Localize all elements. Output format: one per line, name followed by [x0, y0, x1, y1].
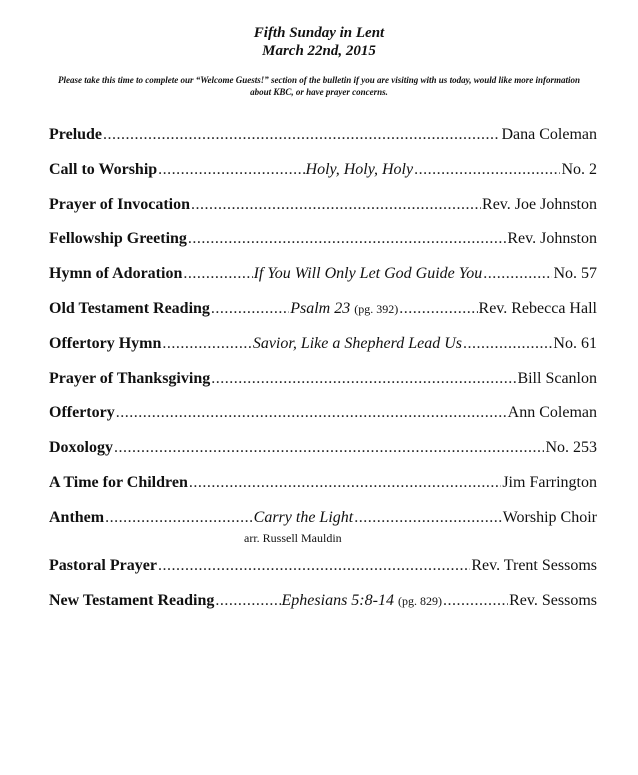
item-leader: Worship Choir [502, 508, 597, 526]
item-title [282, 592, 442, 610]
item-label: Offertory Hymn [49, 334, 162, 352]
item-label: Doxology [49, 439, 113, 457]
leader-dots [443, 592, 508, 610]
item-label: Pastoral Prayer [49, 556, 157, 574]
leader-dots [162, 335, 251, 353]
item-title: If You Will Only Let God Guide You [253, 265, 483, 283]
item-title: Carry the Light [253, 508, 354, 526]
item-label: Old Testament Reading [49, 299, 210, 317]
item-leader: Ann Coleman [507, 404, 597, 422]
item-label: Fellowship Greeting [49, 230, 187, 248]
worship-item [49, 592, 597, 627]
page-ref: (pg. 392) [354, 301, 399, 316]
worship-item [49, 474, 597, 509]
item-label: Anthem [49, 508, 105, 526]
leader-dots [211, 300, 289, 318]
leader-dots [183, 265, 252, 283]
worship-item [49, 404, 597, 439]
worship-item [49, 509, 597, 557]
leader-dots [483, 265, 552, 283]
worship-item [49, 265, 597, 300]
item-leader: No. 57 [553, 265, 597, 283]
leader-dots [114, 439, 544, 457]
item-label: Prelude [49, 126, 103, 143]
item-leader: Rev. Trent Sessoms [471, 556, 597, 574]
worship-item [49, 370, 597, 405]
worship-item [49, 335, 597, 370]
item-leader: Rev. Sessoms [509, 591, 597, 609]
worship-item [49, 230, 597, 265]
leader-dots [414, 161, 560, 179]
item-leader: No. 253 [545, 439, 597, 457]
leader-dots [211, 370, 516, 388]
worship-item [49, 196, 597, 231]
leader-dots [188, 230, 506, 248]
item-title: Savior, Like a Shepherd Lead Us [252, 334, 462, 352]
item-label: Call to Worship [49, 160, 158, 178]
worship-item [49, 439, 597, 474]
item-label: Offertory [49, 404, 115, 422]
leader-dots [158, 161, 304, 179]
leader-dots [105, 509, 253, 527]
worship-item [49, 161, 597, 196]
service-title: Fifth Sunday in Lent [253, 25, 385, 41]
scripture-ref: Psalm 23 [290, 299, 351, 317]
item-label: A Time for Children [49, 473, 188, 491]
leader-dots [158, 557, 470, 575]
item-leader: Rev. Joe Johnston [482, 195, 597, 213]
item-leader: No. 2 [561, 160, 597, 178]
item-title: Holy, Holy, Holy [305, 160, 414, 178]
order-of-worship [49, 126, 597, 626]
worship-item [49, 126, 597, 161]
item-label: Prayer of Invocation [49, 195, 191, 213]
item-label: Prayer of Thanksgiving [49, 369, 211, 387]
item-leader: Rev. Rebecca Hall [478, 299, 597, 317]
item-title [290, 300, 398, 318]
leader-dots [354, 509, 502, 527]
item-label: New Testament Reading [49, 591, 215, 609]
item-label: Hymn of Adoration [49, 265, 183, 283]
leader-dots [215, 592, 280, 610]
arranger-credit: arr. Russell Mauldin [244, 530, 342, 545]
leader-dots [399, 300, 477, 318]
scripture-ref: Ephesians 5:8-14 [281, 591, 394, 609]
page-ref: (pg. 829) [397, 593, 442, 608]
item-leader: Dana Coleman [501, 126, 597, 143]
worship-item [49, 557, 597, 592]
service-date: March 22nd, 2015 [262, 43, 376, 59]
leader-dots [463, 335, 552, 353]
welcome-note: Please take this time to complete our “Welcome Guests!” section of the bulletin if you are visiting with us today, would like more information about KBC, or have prayer concerns. [57, 75, 580, 97]
leader-dots [189, 474, 501, 492]
bulletin-header [0, 0, 638, 98]
item-leader: Rev. Johnston [507, 230, 597, 248]
leader-dots [191, 196, 481, 214]
item-leader: Jim Farrington [502, 473, 597, 491]
item-leader: No. 61 [553, 334, 597, 352]
leader-dots [116, 404, 507, 422]
item-leader: Bill Scanlon [517, 369, 597, 387]
worship-item [49, 300, 597, 335]
leader-dots [103, 126, 500, 144]
